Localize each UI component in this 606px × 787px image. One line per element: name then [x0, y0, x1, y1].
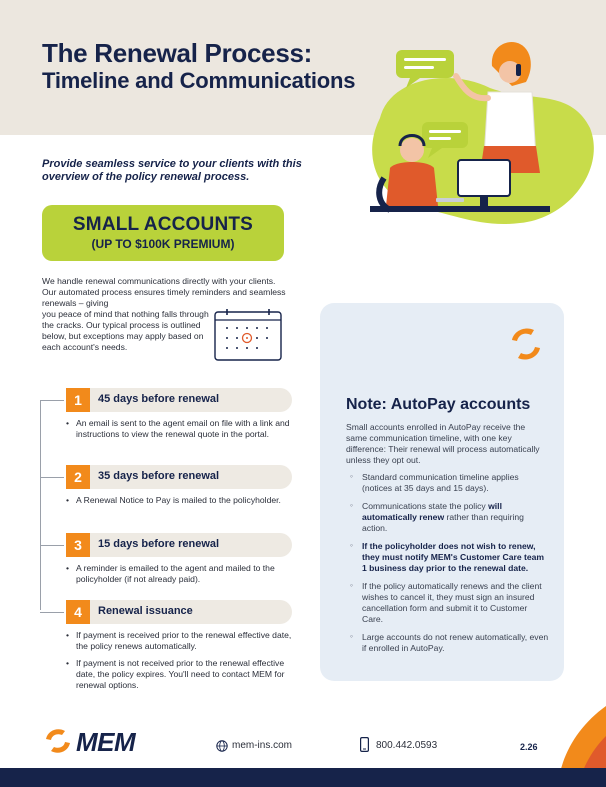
step-header	[66, 465, 292, 489]
timeline-line	[40, 400, 41, 610]
step-bullets	[66, 630, 292, 691]
step-number: 1	[66, 388, 90, 412]
note-item-1: ◦ Standard communication timeline applies (notices at 35 days and 15 days).	[350, 472, 550, 494]
note-title: Note: AutoPay accounts	[346, 396, 531, 413]
step-number: 2	[66, 465, 90, 489]
note-item-5: ◦ Large accounts do not renew automatically, even if enrolled in AutoPay.	[350, 632, 550, 654]
timeline-step-1	[42, 388, 292, 446]
timeline-tick	[40, 545, 64, 546]
calendar-icon	[213, 308, 283, 362]
step-bullet: • A Renewal Notice to Pay is mailed to the policyholder.	[66, 495, 292, 506]
step-bullet: • If payment is not received prior to the renewal effective date, the policy expires. You'll need to contact MEM for renewal options.	[66, 658, 292, 691]
website-link[interactable]: mem-ins.com	[232, 740, 293, 751]
note-intro: Small accounts enrolled in AutoPay receive the same communication timeline, with one key difference: Their renewal will process automatically unless they opt out.	[346, 422, 540, 465]
mem-logo-icon	[42, 726, 74, 756]
page-number: 2.26	[520, 742, 538, 752]
timeline-step-2	[42, 465, 292, 512]
note-item-2	[350, 501, 550, 534]
timeline-tick	[40, 400, 64, 401]
step-title: 35 days before renewal	[98, 470, 220, 482]
note-item-2-bold: will automatically renew	[362, 501, 502, 522]
note-item-3-bold: If the policyholder does not wish to renew, they must notify MEM's Customer Care team 1 business day prior to the renewal date.	[362, 541, 545, 573]
step-bullet: • A reminder is emailed to the agent and mailed to the policyholder (if not already paid).	[66, 563, 292, 585]
customer-service-illustration	[340, 28, 606, 248]
note-list	[350, 472, 550, 661]
phone-number[interactable]: 800.442.0593	[376, 740, 438, 751]
footer-bar	[0, 768, 606, 787]
step-bullets	[66, 495, 292, 506]
note-item-2-post: rather than requiring action.	[362, 512, 524, 533]
step-bullets	[66, 563, 292, 585]
small-accounts-subtitle: (UP TO $100K PREMIUM)	[91, 237, 235, 251]
step-bullets	[66, 418, 292, 440]
timeline-tick	[40, 612, 64, 613]
intro-text: Provide seamless service to your clients with this overview of the policy renewal process.	[42, 158, 302, 183]
description-part2: you peace of mind that nothing falls through the cracks. Our typical process is outlined below, but exceptions may apply based on each account's needs.	[42, 309, 209, 352]
timeline-tick	[40, 477, 64, 478]
small-accounts-badge	[42, 205, 284, 261]
page-title-line2: Timeline and Communications	[42, 68, 356, 93]
step-bullet: • If payment is received prior to the renewal effective date, the policy renews automatically.	[66, 630, 292, 652]
phone-icon	[360, 737, 369, 752]
timeline-step-4	[42, 600, 292, 697]
step-header	[66, 600, 292, 624]
step-header	[66, 533, 292, 557]
globe-icon	[216, 740, 228, 752]
mem-logo-icon	[504, 322, 548, 366]
footer-logo-text: MEM	[76, 727, 136, 757]
step-bullet: • An email is sent to the agent email on file with a link and instructions to view the renewal quote in the portal.	[66, 418, 292, 440]
small-accounts-title: SMALL ACCOUNTS	[72, 214, 254, 235]
description-part1: We handle renewal communications directly with your clients. Our automated process ensures timely reminders and seamless renewals – giving	[42, 276, 286, 308]
step-title: 45 days before renewal	[98, 393, 220, 405]
step-number: 3	[66, 533, 90, 557]
step-title: Renewal issuance	[98, 605, 193, 617]
page-title-line1: The Renewal Process:	[42, 38, 312, 68]
note-item-2-pre: Communications state the policy	[362, 501, 489, 511]
note-item-3	[350, 541, 550, 574]
timeline-step-3	[42, 533, 292, 591]
note-item-4: ◦ If the policy automatically renews and the client wishes to cancel it, they must sign an insured cancellation form and submit it to Customer Care.	[350, 581, 550, 625]
step-title: 15 days before renewal	[98, 538, 220, 550]
step-header	[66, 388, 292, 412]
step-number: 4	[66, 600, 90, 624]
